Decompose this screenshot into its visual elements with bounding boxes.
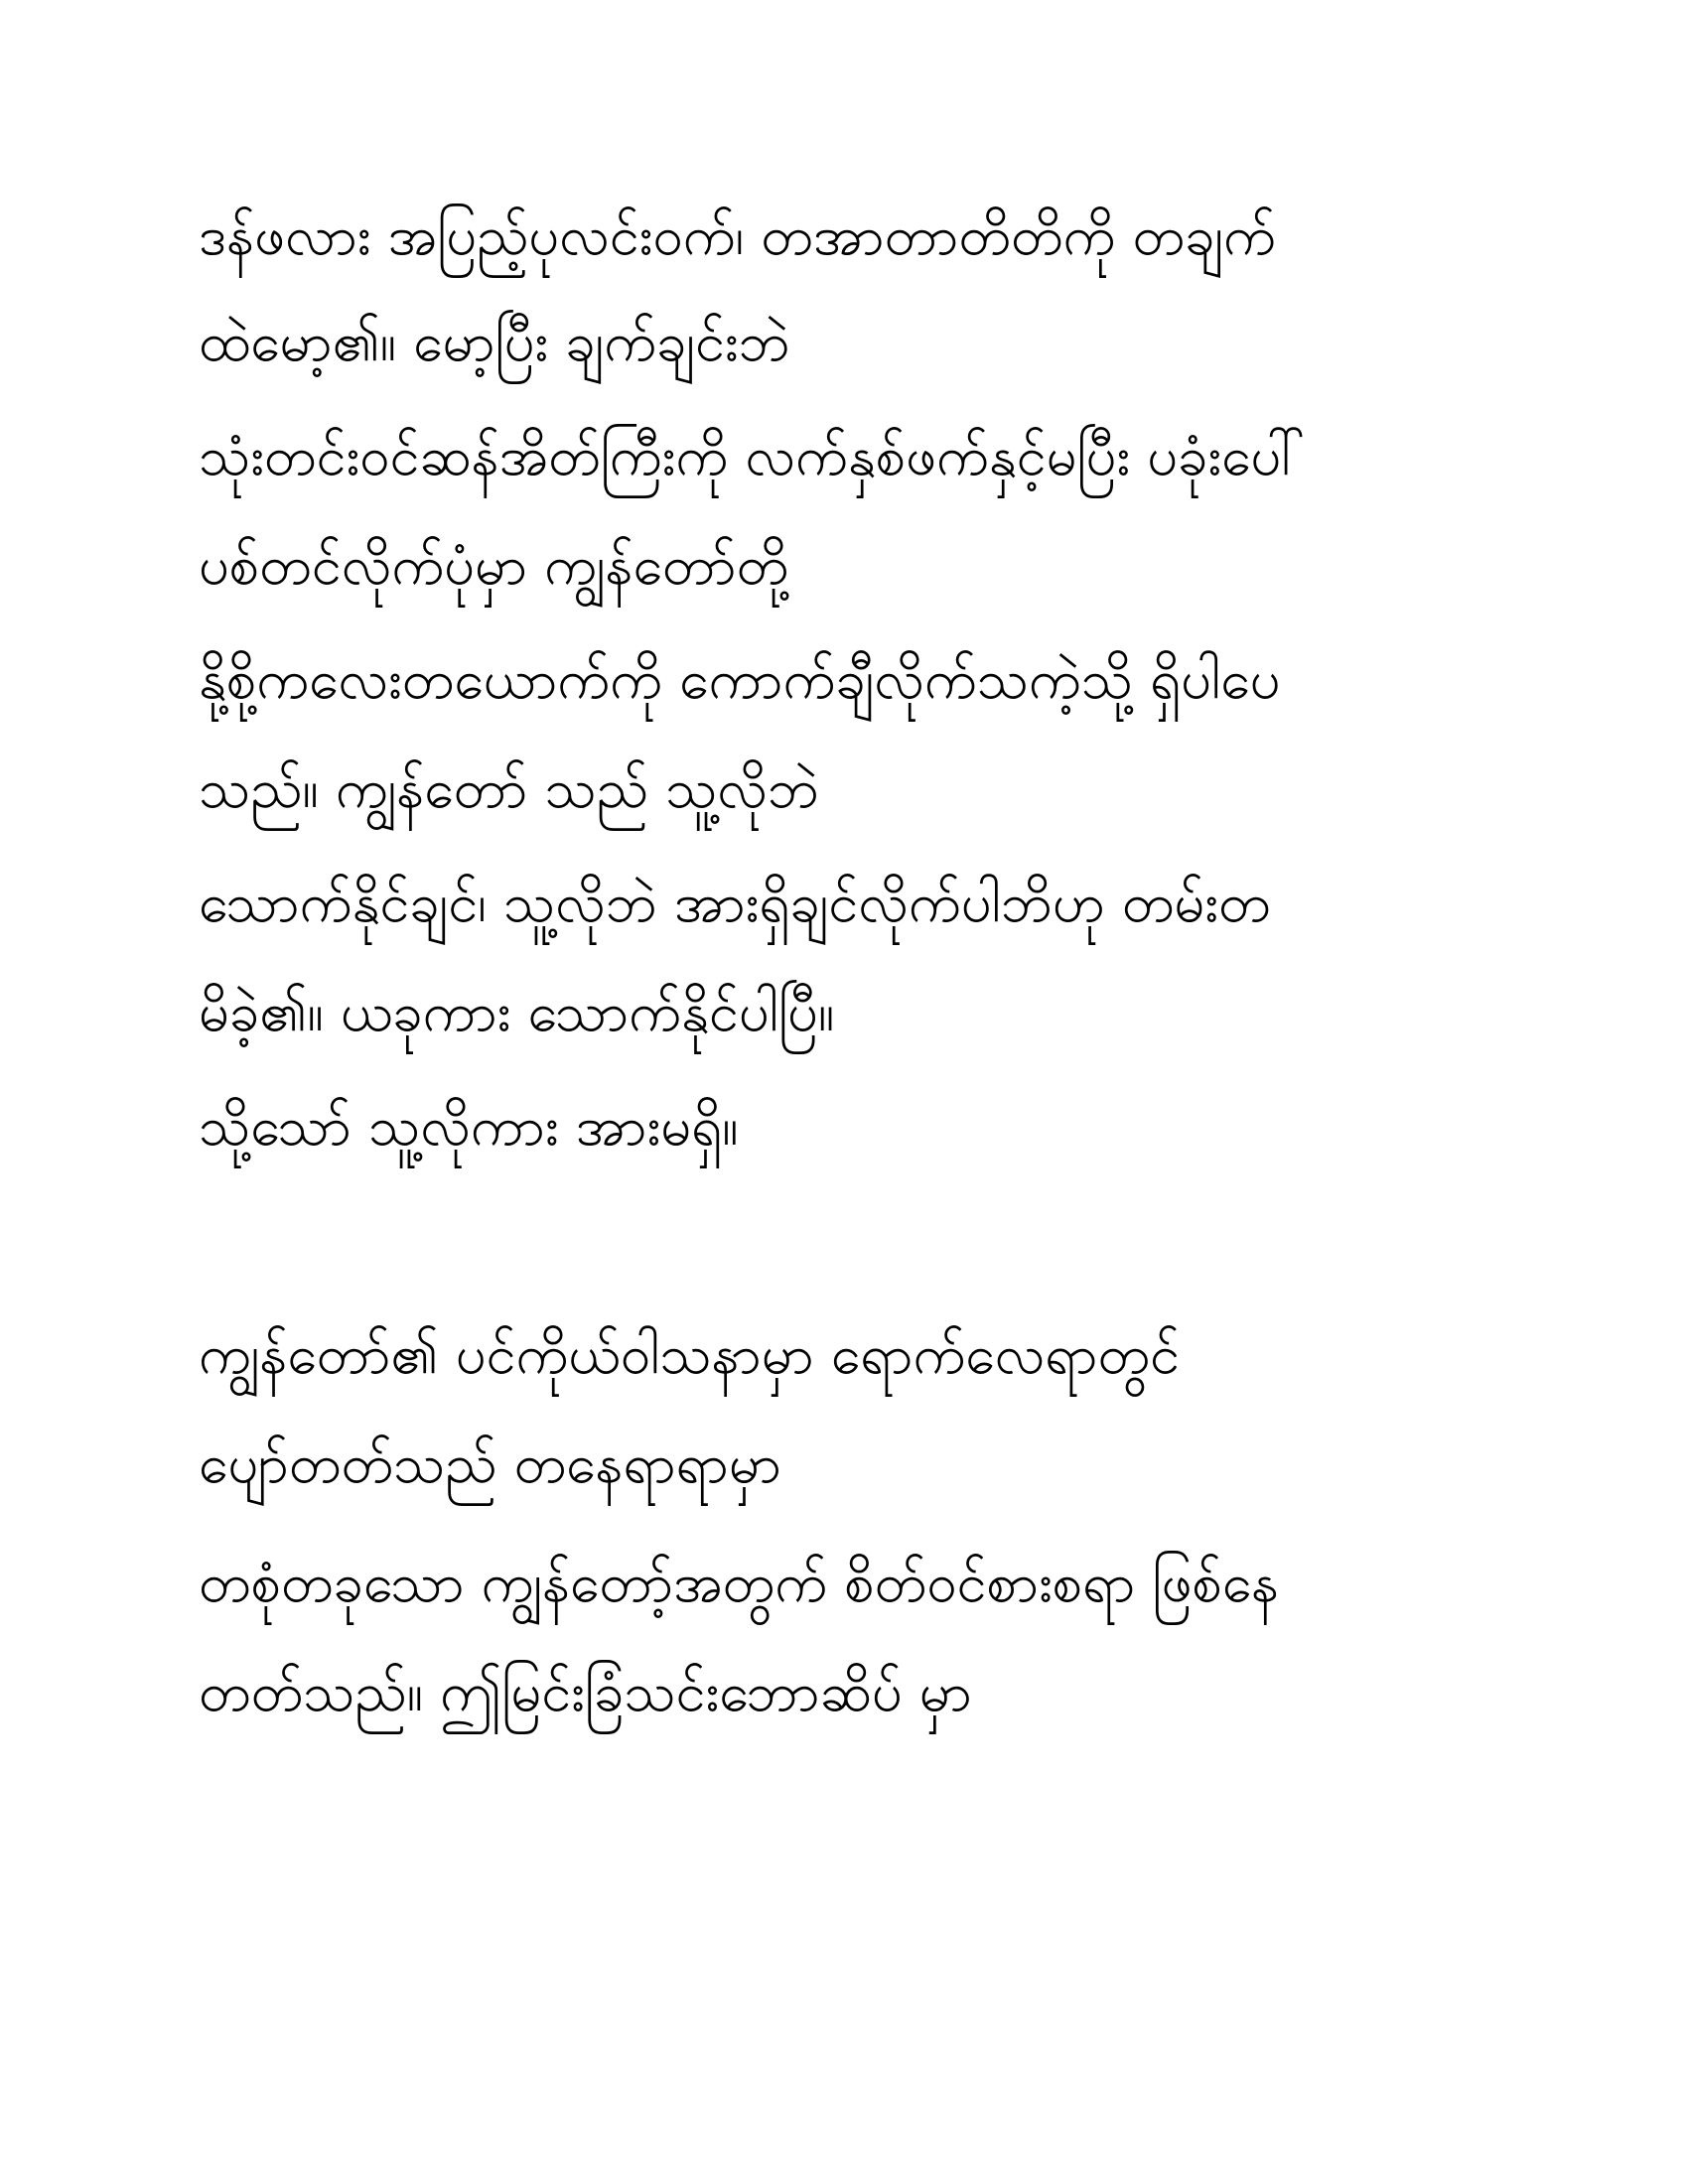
text-line: ပျော်တတ်သည် တနေရာရာမှာ	[199, 1433, 781, 1495]
text-line: ဒန်ဖလား အပြည့်ပုလင်းဝက်၊ တအာတာတိတိကို တချက်	[199, 205, 1276, 267]
text-line: တစုံတခုသော ကျွန်တော့်အတွက် စိတ်ဝင်စားစရာ ဖြစ်နေ	[199, 1552, 1280, 1614]
text-line: သို့သော် သူ့လိုကား အားမရှိ။	[199, 1095, 739, 1158]
text-line: ထဲမော့၏။ မော့ပြီး ချက်ချင်းဘဲ	[199, 311, 790, 373]
text-line: နို့စို့ကလေးတယောက်ကို ကောက်ချီလိုက်သကဲ့သို့ ရှိပါပေ	[199, 648, 1281, 711]
text-line: ကျွန်တော်၏ ပင်ကိုယ်ဝါသနာမှာ ရောက်လေရာတွင်	[199, 1323, 1180, 1386]
text-line: တတ်သည်။ ဤမြင်းခြံသင်းဘောဆိပ် မှာ	[199, 1661, 972, 1723]
text-line: ပစ်တင်လိုက်ပုံမှာ ကျွန်တော်တို့	[199, 534, 789, 597]
text-line: မိခဲ့၏။ ယခုကား သောက်နိုင်ပါပြီ။	[199, 981, 835, 1043]
text-line: သုံးတင်းဝင်ဆန်အိတ်ကြီးကို လက်နှစ်ဖက်နှင့်မပြီး ပခုံးပေါ်	[199, 425, 1306, 487]
text-line: သောက်နိုင်ချင်၊ သူ့လိုဘဲ အားရှိချင်လိုက်ပါဘိဟု တမ်းတ	[199, 872, 1271, 934]
text-line: သည်။ ကျွန်တော် သည် သူ့လိုဘဲ	[199, 757, 819, 820]
